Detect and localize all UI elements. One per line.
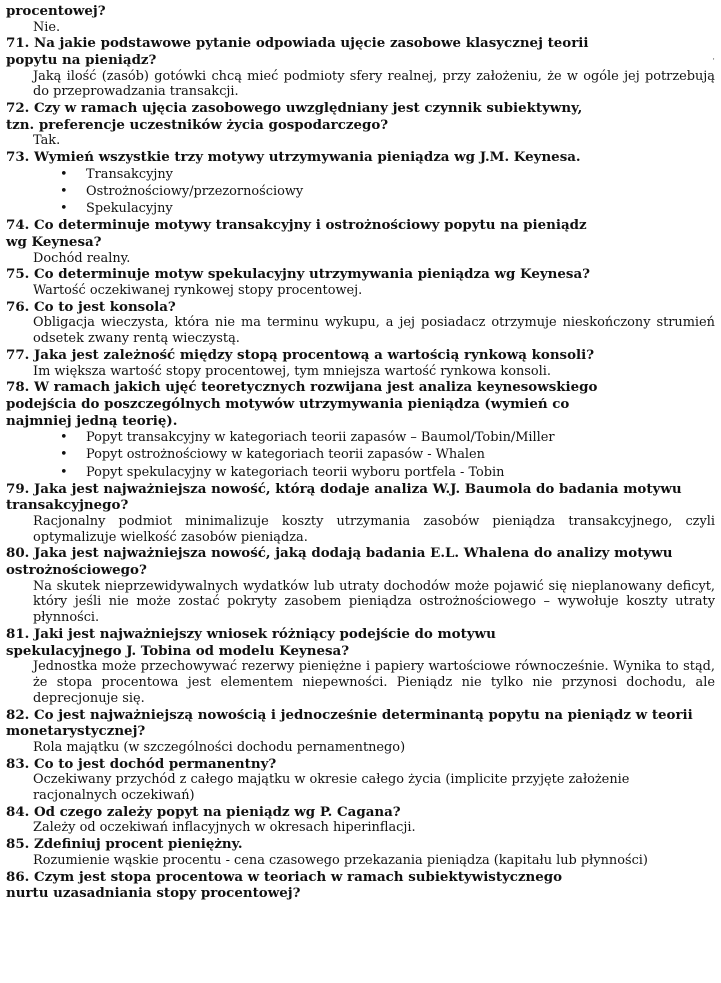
motives-list xyxy=(6,166,715,218)
answer-75: Wartość oczekiwanej rynkowej stopy procentowej. xyxy=(33,282,363,298)
question-74: 74. Co determinuje motywy transakcyjny i ostrożnościowy popytu na pieniądz wg Keynesa? xyxy=(6,217,587,250)
margin-mark: · xyxy=(712,55,715,65)
question-77: 77. Jaka jest zależność między stopą procentową a wartością rynkową konsoli? xyxy=(6,346,595,363)
question-70-end: procentowej? xyxy=(6,3,106,19)
question-78: 78. W ramach jakich ujęć teoretycznych rozwijana jest analiza keynesowskiego podejścia do poszczególnych motywów utrzymywania pieniądza (wymień co najmniej jedną teorię). xyxy=(6,379,598,429)
answer-74: Dochód realny. xyxy=(33,250,131,266)
theories-list xyxy=(6,429,715,481)
answer-76: Obligacja wieczysta, która nie ma terminu wykupu, a jej posiadacz otrzymuje nieskończony strumień odsetek zwany rentą wieczystą. xyxy=(33,315,715,347)
list-item: • Popyt transakcyjny w kategoriach teorii zapasów – Baumol/Tobin/Miller xyxy=(86,429,715,446)
list-item: • Ostrożnościowy/przezornościowy xyxy=(86,183,715,200)
question-86: 86. Czym jest stopa procentowa w teoriach w ramach subiektywistycznego nurtu uzasadniania stopy procentowej? xyxy=(6,868,563,902)
question-71: 71. Na jakie podstawowe pytanie odpowiada ujęcie zasobowe klasycznej teorii popytu na pieniądz? xyxy=(6,35,589,68)
answer-84: Zależy od oczekiwań inflacyjnych w okresach hiperinflacji. xyxy=(33,820,416,836)
question-83: 83. Co to jest dochód permanentny? xyxy=(6,755,277,772)
question-81: 81. Jaki jest najważniejszy wniosek różniący podejście do motywu spekulacyjnego J. Tobina od modelu Keynesa? xyxy=(6,626,496,659)
list-item: • Popyt ostrożnościowy w kategoriach teorii zapasów - Whalen xyxy=(86,446,715,463)
answer-81: Jednostka może przechowywać rezerwy pieniężne i papiery wartościowe równocześnie. Wynika to stąd, że stopa procentowa jest elementem niepewności. Pieniądz nie tylko nie przynosi dochodu, ale deprecjonuje się. xyxy=(33,659,715,706)
question-79: 79. Jaka jest najważniejsza nowość, którą dodaje analiza W.J. Baumola do badania motywu transakcyjnego? xyxy=(6,480,682,514)
question-85: 85. Zdefiniuj procent pieniężny. xyxy=(6,836,243,853)
question-75: 75. Co determinuje motyw spekulacyjny utrzymywania pieniądza wg Keynesa? xyxy=(6,266,590,283)
question-80: 80. Jaka jest najważniejsza nowość, jaką dodają badania E.L. Whalena do analizy motywu ostrożnościowego? xyxy=(6,545,673,579)
answer-71: Jaką ilość (zasób) gotówki chcą mieć podmioty sfery realnej, przy założeniu, że w ogóle jej potrzebują do przeprowadzania transakcji. xyxy=(33,68,715,100)
answer-79: Racjonalny podmiot minimalizuje koszty utrzymania zasobów pieniądza transakcyjnego, czyli optymalizuje wielkość zasobów pieniądza. xyxy=(33,513,715,545)
answer-77: Im większa wartość stopy procentowej, tym mniejsza wartość rynkowa konsoli. xyxy=(33,363,551,379)
answer-82: Rola majątku (w szczególności dochodu pernamentnego) xyxy=(33,739,406,755)
answer-70: Nie. xyxy=(33,19,61,35)
question-72: 72. Czy w ramach ujęcia zasobowego uwzględniany jest czynnik subiektywny, tzn. preferencje uczestników życia gospodarczego? xyxy=(6,100,583,133)
answer-83: Oczekiwany przychód z całego majątku w okresie całego życia (implicite przyjęte założenie racjonalnych oczekiwań) xyxy=(33,772,630,804)
answer-80: Na skutek nieprzewidywalnych wydatków lub utraty dochodów może pojawić się nieplanowany deficyt, który jeśli nie może zostać pokryty zasobem pieniądza ostrożnościowego – wywołuje koszty utraty płynności. xyxy=(33,578,715,626)
answer-72: Tak. xyxy=(33,133,61,149)
answer-85: Rozumienie wąskie procentu - cena czasowego przekazania pieniądza (kapitału lub płynności) xyxy=(33,852,648,868)
list-item: • Popyt spekulacyjny w kategoriach teorii wyboru portfela - Tobin xyxy=(86,464,715,481)
question-82: 82. Co jest najważniejszą nowością i jednocześnie determinantą popytu na pieniądz w teorii monetarystycznej? xyxy=(6,706,693,740)
question-73: 73. Wymień wszystkie trzy motywy utrzymywania pieniądza wg J.M. Keynesa. xyxy=(6,149,581,166)
question-84: 84. Od czego zależy popyt na pieniądz wg P. Cagana? xyxy=(6,803,401,820)
list-item: • Transakcyjny xyxy=(86,166,715,183)
list-item: • Spekulacyjny xyxy=(86,200,715,217)
question-76: 76. Co to jest konsola? xyxy=(6,298,176,315)
